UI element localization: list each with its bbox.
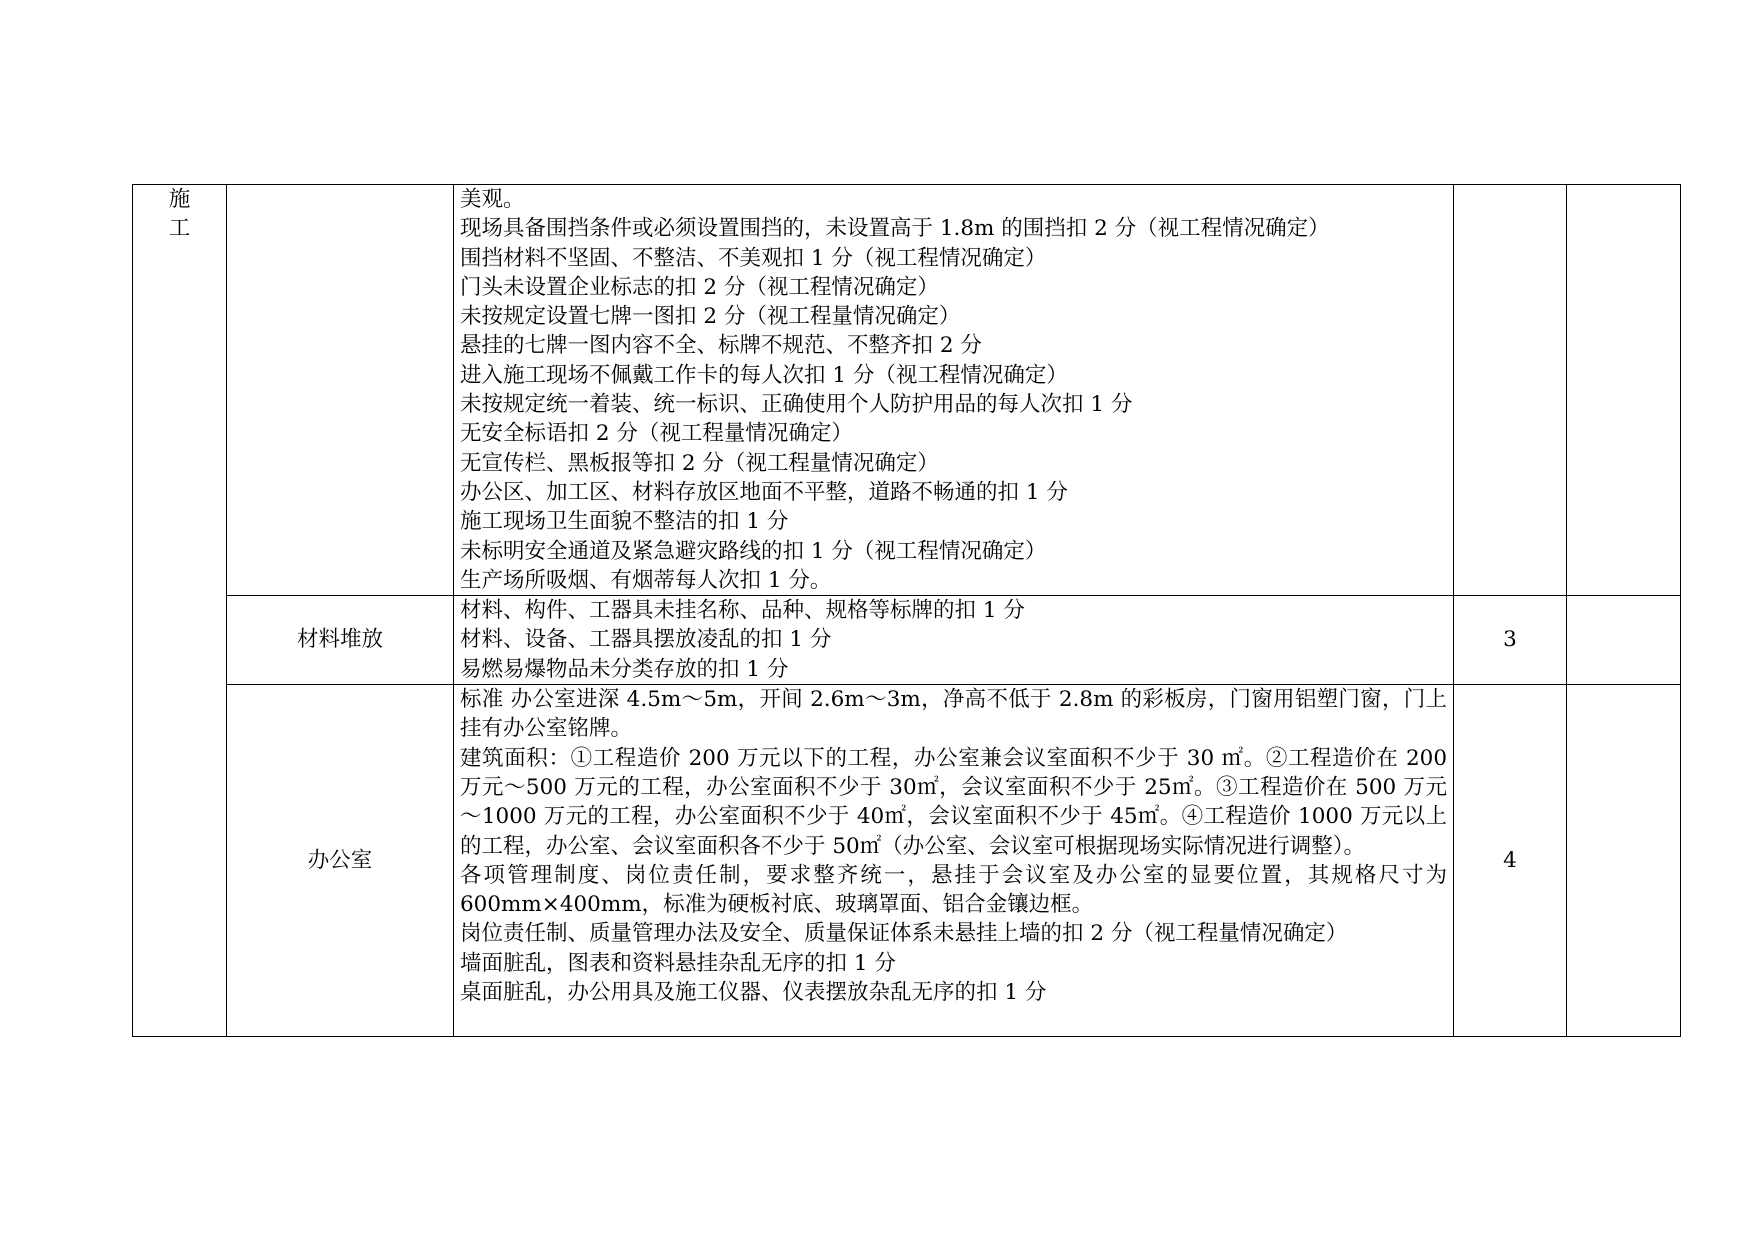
category-cell: [133, 185, 227, 1037]
criteria-line: 办公区、加工区、材料存放区地面不平整，道路不畅通的扣 1 分: [460, 479, 1068, 505]
criteria-cell: [454, 185, 1454, 596]
extra-cell: [1567, 685, 1681, 1037]
criteria-line: 生产场所吸烟、有烟蒂每人次扣 1 分。: [460, 567, 832, 593]
category-char: 工: [168, 216, 191, 242]
criteria-line: 易燃易爆物品未分类存放的扣 1 分: [460, 656, 789, 682]
criteria-line: 未按规定设置七牌一图扣 2 分（视工程量情况确定）: [460, 304, 961, 330]
score-cell: [1454, 185, 1567, 596]
criteria-line: 未标明安全通道及紧急避灾路线的扣 1 分（视工程情况确定）: [460, 538, 1047, 564]
criteria-line: 美观。: [460, 187, 525, 212]
item-cell: [227, 185, 454, 596]
extra-cell: [1567, 596, 1681, 685]
criteria-line: 门头未设置企业标志的扣 2 分（视工程情况确定）: [460, 274, 939, 300]
criteria-line: 未按规定统一着装、统一标识、正确使用个人防护用品的每人次扣 1 分: [460, 392, 1133, 418]
criteria-line: 现场具备围挡条件或必须设置围挡的，未设置高于 1.8m 的围挡扣 2 分（视工程情况确定）: [460, 216, 1330, 242]
criteria-line: 围挡材料不坚固、不整洁、不美观扣 1 分（视工程情况确定）: [460, 245, 1047, 271]
extra-cell: [1567, 185, 1681, 596]
criteria-line: 悬挂的七牌一图内容不全、标牌不规范、不整齐扣 2 分: [460, 333, 982, 359]
category-char: 施: [168, 187, 191, 212]
item-cell: 材料堆放: [227, 596, 454, 685]
criteria-line: 进入施工现场不佩戴工作卡的每人次扣 1 分（视工程情况确定）: [460, 362, 1068, 388]
criteria-line: 材料、设备、工器具摆放凌乱的扣 1 分: [460, 627, 832, 653]
criteria-paragraph: 标准 办公室进深 4.5m～5m，开间 2.6m～3m，净高不低于 2.8m 的彩板房，门窗用铝塑门窗，门上挂有办公室铭牌。: [460, 687, 1447, 742]
score-cell: 4: [1454, 685, 1567, 1037]
criteria-line: 施工现场卫生面貌不整洁的扣 1 分: [460, 509, 789, 535]
criteria-paragraph: 各项管理制度、岗位责任制，要求整齐统一，悬挂于会议室及办公室的显要位置，其规格尺寸为 600mm×400mm，标准为硬板衬底、玻璃罩面、铝合金镶边框。: [460, 862, 1447, 918]
criteria-line: 桌面脏乱，办公用具及施工仪器、仪表摆放杂乱无序的扣 1 分: [460, 980, 1047, 1006]
criteria-line: 无宣传栏、黑板报等扣 2 分（视工程量情况确定）: [460, 450, 939, 476]
criteria-line: 材料、构件、工器具未挂名称、品种、规格等标牌的扣 1 分: [460, 598, 1025, 624]
item-cell: 办公室: [227, 685, 454, 1037]
criteria-line: 岗位责任制、质量管理办法及安全、质量保证体系未悬挂上墙的扣 2 分（视工程量情况确定）: [460, 921, 1348, 947]
score-cell: 3: [1454, 596, 1567, 685]
criteria-cell: [454, 685, 1454, 1037]
table-row: [133, 185, 1681, 596]
table-row: [133, 685, 1681, 1037]
criteria-paragraph: 建筑面积：①工程造价 200 万元以下的工程，办公室兼会议室面积不少于 30 ㎡。②工程造价在 200 万元～500 万元的工程，办公室面积不少于 30㎡，会议室面积不少于 25㎡。③工程造价在 500 万元～1000 万元的工程，办公室面积不少于 40㎡，会议室面积不少于 45㎡。④工程造价 1000 万元以上的工程，办公室、会议室面积各不少于 50㎡（办公室、会议室可根据现场实际情况进行调整）。: [460, 745, 1447, 859]
criteria-cell: [454, 596, 1454, 685]
inspection-table: [132, 184, 1681, 1037]
criteria-line: 墙面脏乱，图表和资料悬挂杂乱无序的扣 1 分: [460, 950, 896, 976]
table-row: [133, 596, 1681, 685]
criteria-line: 无安全标语扣 2 分（视工程量情况确定）: [460, 421, 853, 447]
